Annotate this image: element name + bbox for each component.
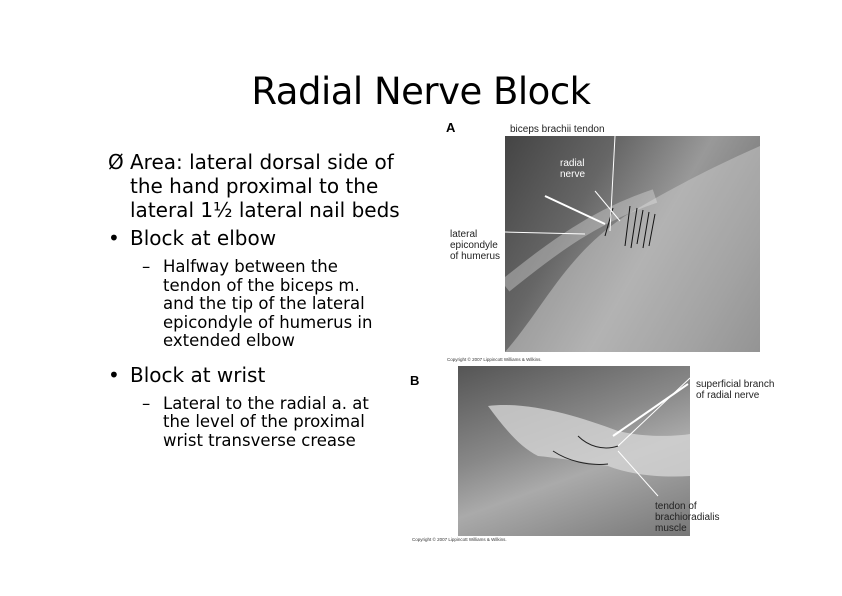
figure-b-copyright: Copyright © 2007 Lippincott Williams & Wilkins. <box>412 537 507 542</box>
bullet-wrist <box>108 363 408 387</box>
dash-bullet-icon: – <box>142 257 151 276</box>
figure-a-photo <box>505 136 760 352</box>
sub-line: Lateral to the radial a. at <box>163 393 369 413</box>
label-superficial-branch: superficial branch of radial nerve <box>696 379 775 401</box>
label-brachioradialis-tendon: tendon of brachioradialis muscle <box>655 501 720 534</box>
sub-line: and the tip of the lateral <box>163 294 365 313</box>
sub-line: wrist transverse crease <box>163 430 356 450</box>
bullet-line: Area: lateral dorsal side of <box>130 150 394 174</box>
bullet-list <box>108 150 408 462</box>
sub-line: epicondyle of humerus in <box>163 312 373 332</box>
figure-a-copyright: Copyright © 2007 Lippincott Williams & Wilkins. <box>447 357 542 362</box>
bullet-text: Block at wrist <box>130 362 266 387</box>
sub-line: Halfway between the <box>163 257 338 276</box>
label-lateral-epicondyle: lateral epicondyle of humerus <box>450 229 501 262</box>
sub-bullet-wrist <box>108 395 408 451</box>
sub-bullet-elbow <box>108 258 408 351</box>
sub-line: extended elbow <box>163 331 295 350</box>
sub-line: the level of the proximal <box>163 412 365 431</box>
dash-bullet-icon: – <box>142 393 151 413</box>
bullet-line: lateral 1½ lateral nail beds <box>130 198 400 222</box>
bullet-elbow <box>108 226 408 250</box>
figure-a-letter: A <box>446 120 456 135</box>
label-biceps-tendon: biceps brachii tendon <box>510 124 605 135</box>
slide-title: Radial Nerve Block <box>251 70 591 113</box>
bullet-area <box>108 150 408 222</box>
bullet-dot-icon: • <box>108 226 120 250</box>
figure-b-letter: B <box>410 373 420 388</box>
figure-a-illustration <box>505 136 760 352</box>
arrow-bullet-icon: Ø <box>108 150 124 174</box>
bullet-text: Block at elbow <box>130 226 277 250</box>
sub-line: tendon of the biceps m. <box>163 275 360 295</box>
bullet-line: the hand proximal to the <box>130 174 379 198</box>
label-radial-nerve: radial nerve <box>560 158 586 180</box>
bullet-dot-icon: • <box>108 362 120 387</box>
